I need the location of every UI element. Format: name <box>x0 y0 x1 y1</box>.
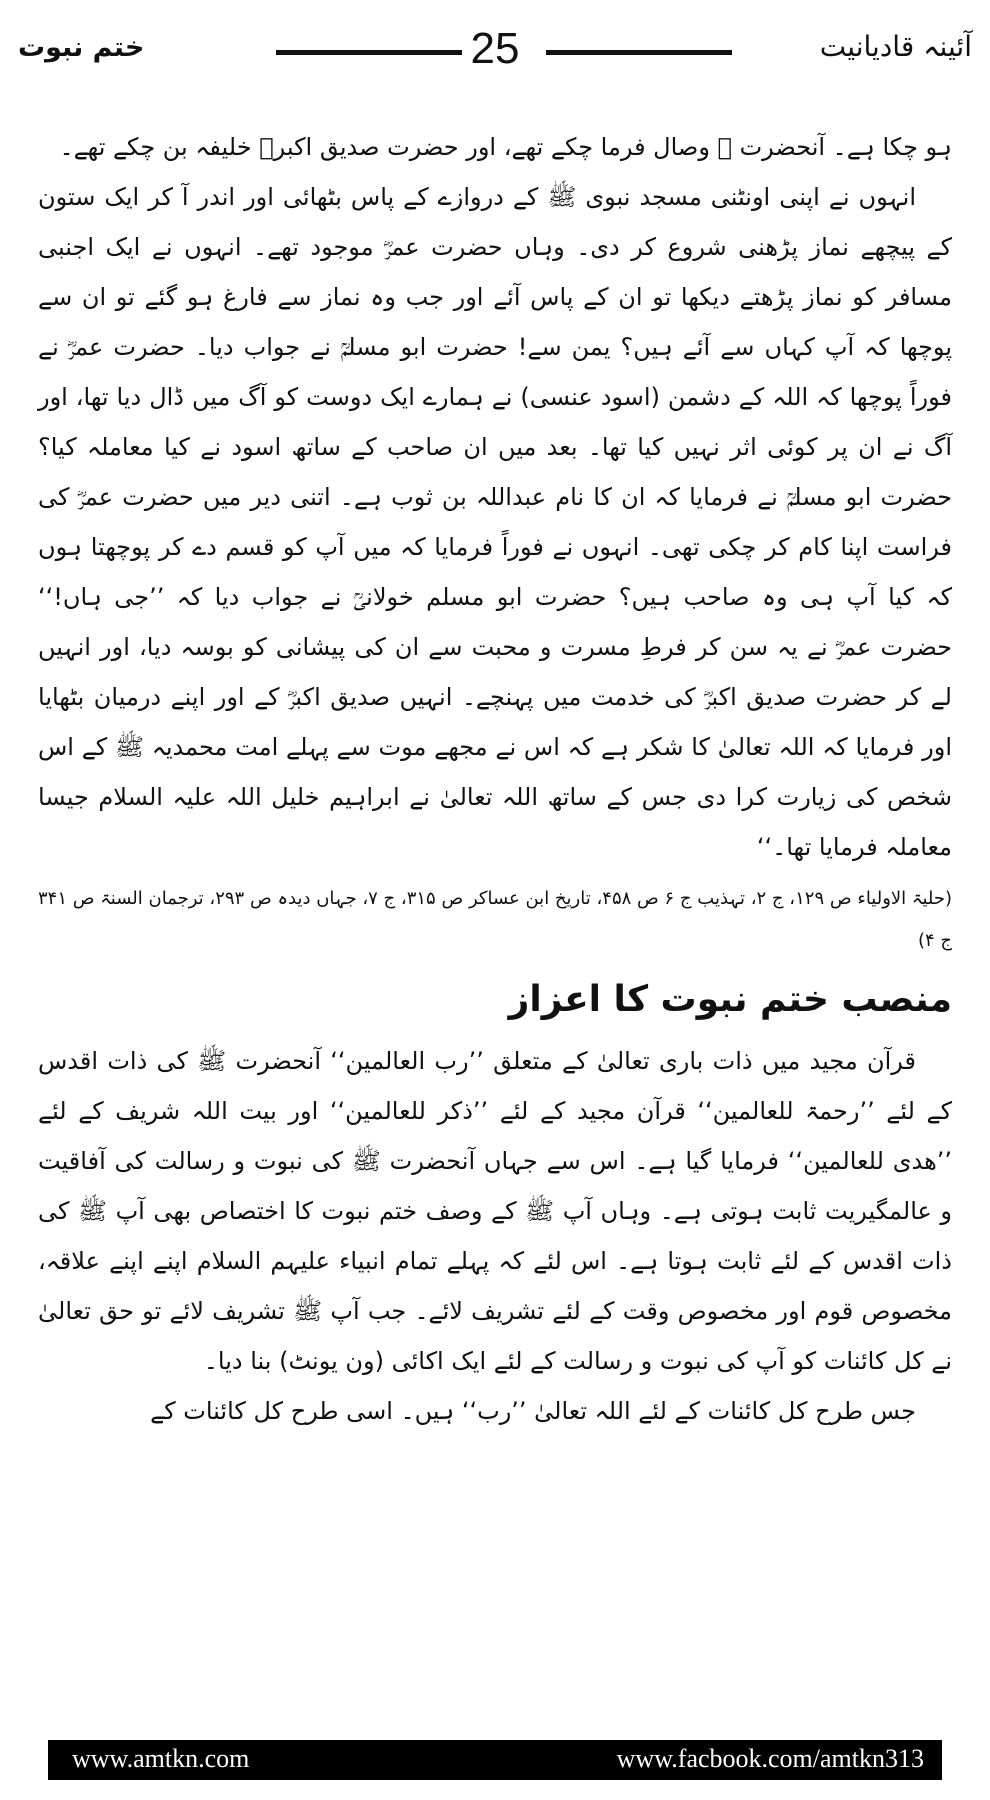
paragraph-continuation: ہو چکا ہے۔ آنحضرت ﷺ وصال فرما چکے تھے، اور حضرت صدیق اکبرؓ خلیفہ بن چکے تھے۔ <box>59 133 952 161</box>
header-topic: ختم نبوت <box>18 32 145 63</box>
page-number: 25 <box>470 24 520 73</box>
paragraph-story: انہوں نے اپنی اونٹنی مسجد نبوی ﷺ کے دروازے کے پاس بٹھائی اور اندر آ کر ایک ستون کے پیچھے نماز پڑھنی شروع کر دی۔ وہاں حضرت عمرؓ موجود تھے۔ انہوں نے ایک اجنبی مسافر کو نماز پڑھتے دیکھا تو ان کے پاس آئے اور جب وہ نماز سے فارغ ہو گئے تو ان سے پوچھا کہ آپ کہاں سے آئے ہیں؟ یمن سے! حضرت ابو مسلمؒ نے جواب دیا۔ حضرت عمرؓ نے فوراً پوچھا کہ اللہ کے دشمن (اسود عنسی) نے ہمارے ایک دوست کو آگ میں ڈال دیا تھا، اور آگ نے ان پر کوئی اثر نہیں کیا تھا۔ بعد میں ان صاحب کے ساتھ اسود نے کیا معاملہ کیا؟ حضرت ابو مسلمؒ نے فرمایا کہ ان کا نام عبداللہ بن ثوب ہے۔ اتنی دیر میں حضرت عمرؓ کی فراست اپنا کام کر چکی تھی۔ انہوں نے فوراً فرمایا کہ میں آپ کو قسم دے کر پوچھتا ہوں کہ کیا آپ ہی وہ صاحب ہیں؟ حضرت ابو مسلم خولانیؒ نے جواب دیا کہ ’’جی ہاں!‘‘ حضرت عمرؓ نے یہ سن کر فرطِ مسرت و محبت سے ان کی پیشانی کو بوسہ دیا، اور انہیں لے کر حضرت صدیق اکبرؓ کی خدمت میں پہنچے۔ انہیں صدیق اکبرؓ کے اور اپنے درمیان بٹھایا اور فرمایا کہ اللہ تعالیٰ کا شکر ہے کہ اس نے مجھے موت سے پہلے امت محمدیہ ﷺ کے اس شخص کی زیارت کرا دی جس کے ساتھ اللہ تعالیٰ نے ابراہیم خلیل اللہ علیہ السلام جیسا معاملہ فرمایا تھا۔‘‘ <box>38 183 953 861</box>
website-link[interactable]: www.amtkn.com <box>72 1744 250 1773</box>
page-header <box>18 22 972 88</box>
page-body <box>38 122 952 1436</box>
facebook-link[interactable]: www.facbook.com/amtkn313 <box>616 1744 924 1773</box>
section-heading: منصب ختم نبوت کا اعزاز <box>508 979 952 1020</box>
section-paragraph-2: جس طرح کل کائنات کے لئے اللہ تعالیٰ ’’رب‘‘ ہیں۔ اسی طرح کل کائنات کے <box>150 1397 916 1425</box>
section-paragraph-1: قرآن مجید میں ذات باری تعالیٰ کے متعلق ’’رب العالمین‘‘ آنحضرت ﷺ کی ذات اقدس کے لئے ’’رحمۃ للعالمین‘‘ قرآن مجید کے لئے ’’ذکر للعالمین‘‘ اور بیت اللہ شریف کے لئے ’’ھدی للعالمین‘‘ فرمایا گیا ہے۔ اس سے جہاں آنحضرت ﷺ کی نبوت و رسالت کی آفاقیت و عالمگیریت ثابت ہوتی ہے۔ وہاں آپ ﷺ کے وصف ختم نبوت کا اختصاص بھی آپ ﷺ کی ذات اقدس کے لئے ثابت ہوتا ہے۔ اس لئے کہ پہلے تمام انبیاء علیہم السلام اپنے اپنے علاقہ، مخصوص قوم اور مخصوص وقت کے لئے تشریف لائے۔ جب آپ ﷺ تشریف لائے تو حق تعالیٰ نے کل کائنات کو آپ کی نبوت و رسالت کے لئے ایک اکائی (ون یونٹ) بنا دیا۔ <box>38 1047 952 1375</box>
citation-references: (حلیۃ الاولیاء ص ۱۲۹، ج ۲، تہذیب ج ۶ ص ۴۵۸، تاریخ ابن عساکر ص ۳۱۵، ج ۷، جہاں دیدہ ص ۲۹۳، ترجمان السنۃ ص ۳۴۱ ج ۴) <box>38 888 952 951</box>
book-title: آئینہ قادیانیت <box>819 30 972 63</box>
header-rule-right <box>546 50 732 55</box>
page-footer <box>48 1740 942 1780</box>
